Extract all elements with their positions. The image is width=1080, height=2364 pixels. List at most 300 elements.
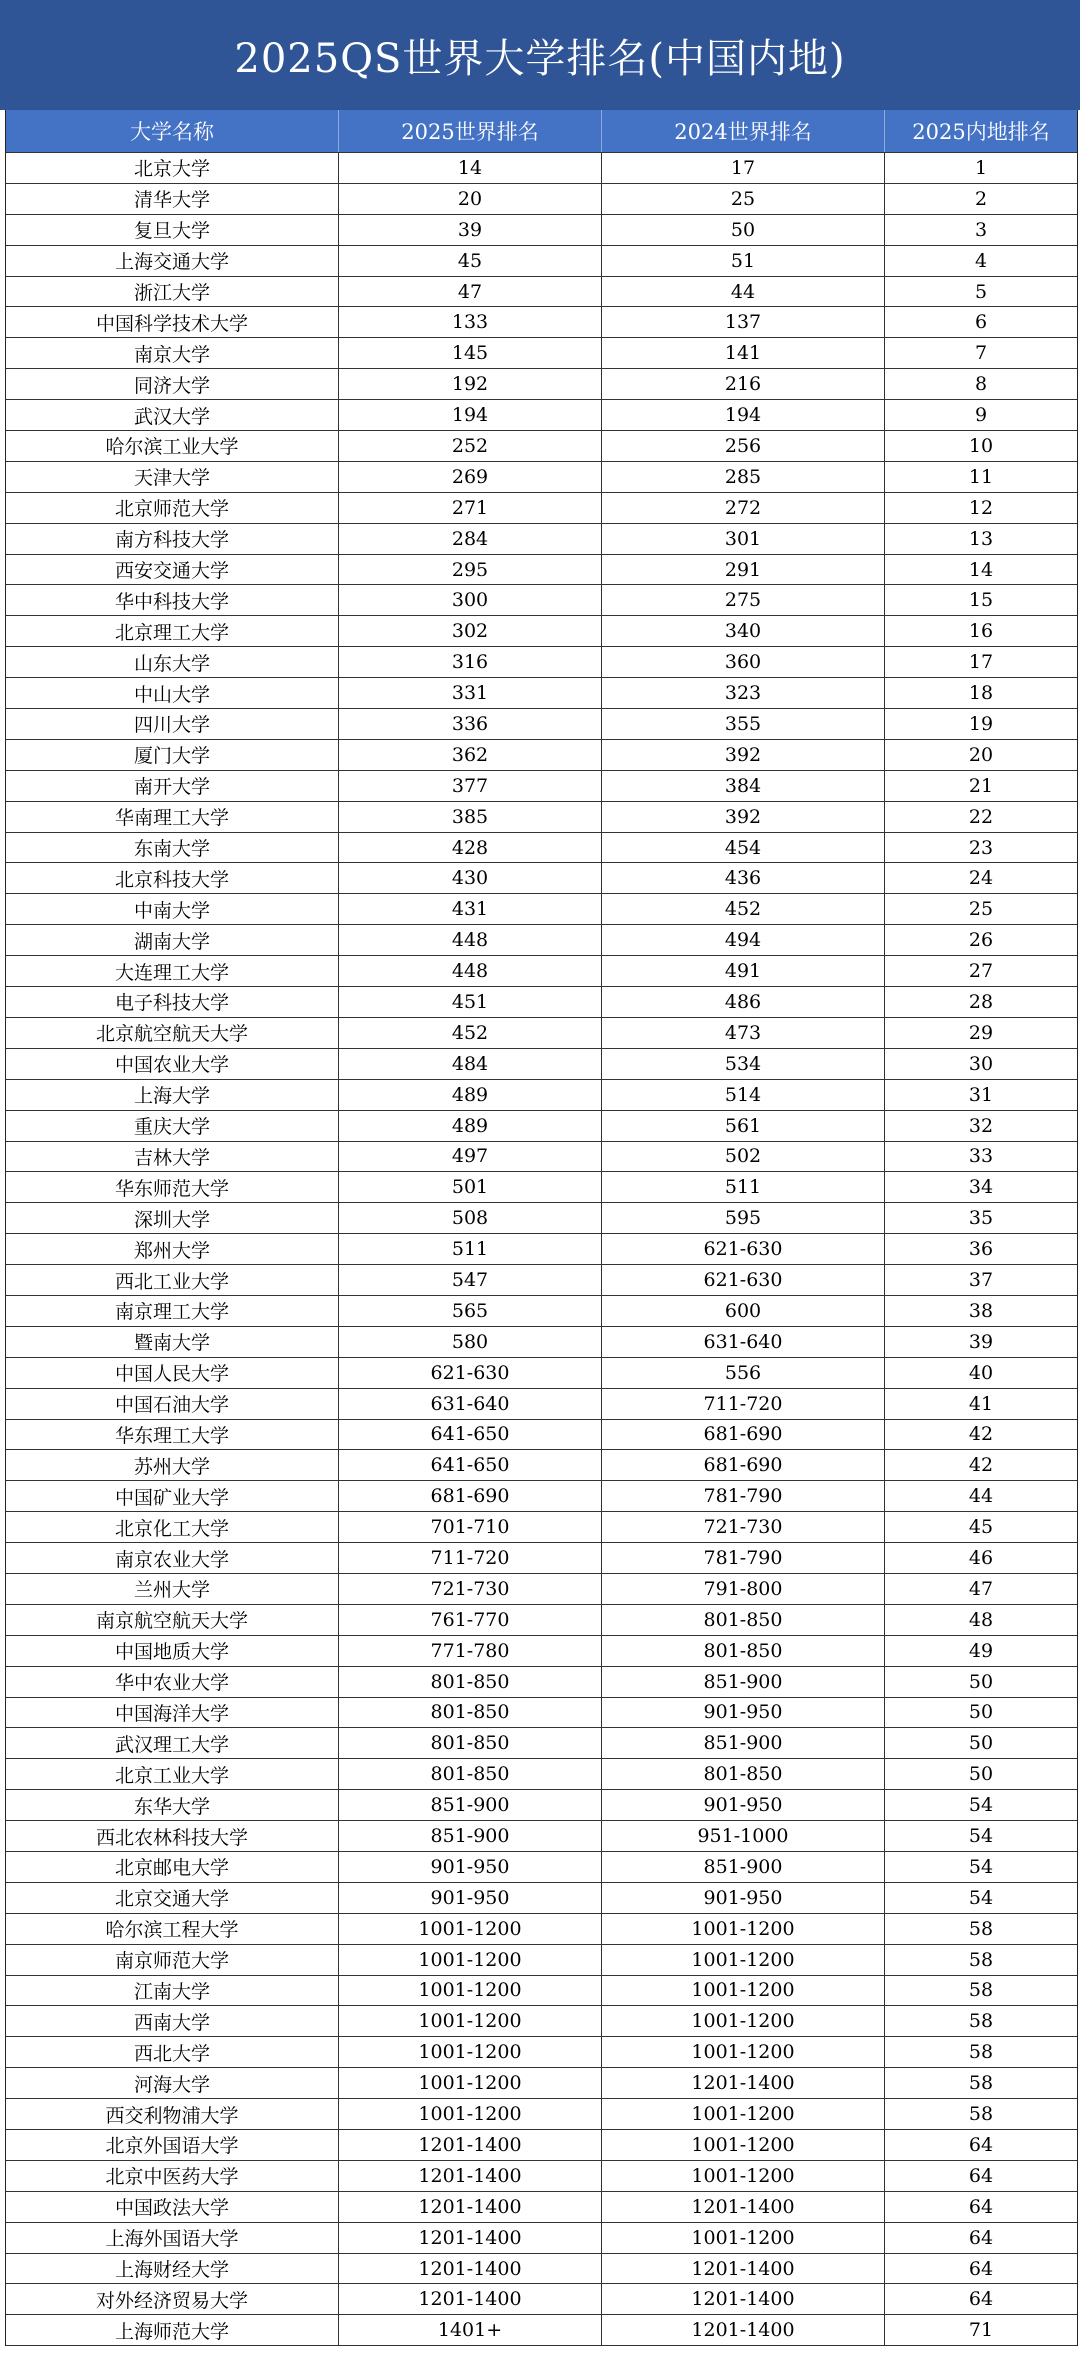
cell-2025-world-rank: 547 (339, 1265, 602, 1295)
cell-2025-mainland-rank: 50 (968, 1701, 994, 1724)
cell-2025-world-rank: 701-710 (339, 1512, 602, 1542)
cell-2025-world-rank: 1201-1400 (339, 2161, 602, 2191)
cell-2025-mainland-rank: 6 (974, 311, 988, 334)
cell-2025-mainland-rank: 26 (968, 929, 994, 952)
cell-2025-mainland-rank: 18 (968, 682, 994, 705)
cell-2025-mainland-rank: 64 (968, 2257, 994, 2280)
cell-2025-world-rank: 316 (339, 647, 602, 677)
cell-2025-world-rank: 501 (339, 1172, 602, 1202)
cell-2025-world-rank: 20 (339, 184, 602, 214)
table-row (6, 1172, 1077, 1203)
cell-2025-world-rank: 721-730 (339, 1574, 602, 1604)
cell-university-name: 清华大学 (6, 184, 339, 214)
cell-2024-world-rank: 621-630 (602, 1234, 885, 1264)
table-row (6, 2099, 1077, 2130)
cell-university-name: 天津大学 (6, 462, 339, 492)
cell-university-name: 上海财经大学 (6, 2254, 339, 2284)
cell-2025-mainland-rank: 58 (968, 2010, 994, 2033)
table-row (6, 1512, 1077, 1543)
cell-2025-mainland-rank: 58 (968, 1917, 994, 1940)
cell-university-name: 大连理工大学 (6, 956, 339, 986)
table-row (6, 1543, 1077, 1574)
cell-2025-mainland-rank: 64 (968, 2195, 994, 2218)
cell-2025-world-rank: 801-850 (339, 1667, 602, 1697)
cell-2025-world-rank: 901-950 (339, 1883, 602, 1913)
cell-2025-world-rank: 1001-1200 (339, 1914, 602, 1944)
table-row (6, 1636, 1077, 1667)
cell-university-name: 南京师范大学 (6, 1945, 339, 1975)
cell-university-name: 东南大学 (6, 833, 339, 863)
cell-2025-world-rank: 508 (339, 1203, 602, 1233)
table-row (6, 1667, 1077, 1698)
cell-2025-mainland-rank: 16 (968, 620, 994, 643)
cell-2025-world-rank: 269 (339, 462, 602, 492)
table-row (6, 1605, 1077, 1636)
cell-university-name: 西北大学 (6, 2037, 339, 2067)
cell-2024-world-rank: 216 (602, 369, 885, 399)
table-row (6, 1327, 1077, 1358)
cell-2024-world-rank: 491 (602, 956, 885, 986)
cell-2025-mainland-rank: 8 (974, 373, 988, 396)
cell-university-name: 北京航空航天大学 (6, 1018, 339, 1048)
cell-2025-world-rank: 192 (339, 369, 602, 399)
cell-2025-mainland-rank: 22 (968, 805, 994, 828)
table-row (6, 2161, 1077, 2192)
cell-2025-world-rank: 1201-1400 (339, 2254, 602, 2284)
table-row (6, 2315, 1077, 2346)
table-row (6, 1790, 1077, 1821)
cell-2024-world-rank: 291 (602, 555, 885, 585)
table-row (6, 740, 1077, 771)
table-row (6, 2037, 1077, 2068)
cell-2025-world-rank: 1201-1400 (339, 2130, 602, 2160)
cell-2025-mainland-rank: 39 (968, 1330, 994, 1353)
cell-university-name: 武汉大学 (6, 400, 339, 430)
cell-2024-world-rank: 50 (602, 215, 885, 245)
cell-university-name: 北京中医药大学 (6, 2161, 339, 2191)
cell-2024-world-rank: 681-690 (602, 1450, 885, 1480)
cell-2025-world-rank: 1401+ (339, 2315, 602, 2345)
cell-2025-world-rank: 1001-1200 (339, 2068, 602, 2098)
cell-2025-mainland-rank: 54 (968, 1794, 994, 1817)
cell-2025-world-rank: 300 (339, 585, 602, 615)
cell-2025-mainland-rank: 5 (974, 280, 988, 303)
cell-2025-mainland-rank: 58 (968, 2103, 994, 2126)
cell-2024-world-rank: 781-790 (602, 1543, 885, 1573)
cell-2025-world-rank: 45 (339, 246, 602, 276)
table-row (6, 1883, 1077, 1914)
cell-2024-world-rank: 851-900 (602, 1852, 885, 1882)
cell-university-name: 南方科技大学 (6, 524, 339, 554)
page-title: 2025QS世界大学排名(中国内地) (234, 35, 846, 82)
cell-university-name: 中国人民大学 (6, 1358, 339, 1388)
table-row (6, 2068, 1077, 2099)
table-row (6, 1821, 1077, 1852)
cell-2025-mainland-rank: 27 (968, 960, 994, 983)
table-row (6, 1698, 1077, 1729)
header-university-name: 大学名称 (6, 110, 339, 152)
cell-university-name: 西交利物浦大学 (6, 2099, 339, 2129)
cell-2025-mainland-rank: 45 (968, 1516, 994, 1539)
cell-2024-world-rank: 1201-1400 (602, 2192, 885, 2222)
cell-2025-mainland-rank: 25 (968, 898, 994, 921)
header-2025-mainland-rank: 2025内地排名 (912, 120, 1050, 144)
cell-university-name: 郑州大学 (6, 1234, 339, 1264)
cell-2025-world-rank: 431 (339, 894, 602, 924)
cell-2025-mainland-rank: 11 (968, 465, 994, 488)
cell-university-name: 中国海洋大学 (6, 1698, 339, 1728)
table-row (6, 1420, 1077, 1451)
cell-university-name: 重庆大学 (6, 1111, 339, 1141)
cell-2025-world-rank: 331 (339, 678, 602, 708)
cell-2025-mainland-rank: 1 (974, 156, 988, 179)
cell-2025-world-rank: 489 (339, 1080, 602, 1110)
table-row (6, 647, 1077, 678)
cell-2024-world-rank: 360 (602, 647, 885, 677)
cell-university-name: 同济大学 (6, 369, 339, 399)
table-row (6, 2223, 1077, 2254)
cell-university-name: 中国地质大学 (6, 1636, 339, 1666)
cell-university-name: 河海大学 (6, 2068, 339, 2098)
cell-2025-mainland-rank: 37 (968, 1269, 994, 1291)
table-row (6, 1080, 1077, 1111)
cell-university-name: 中南大学 (6, 894, 339, 924)
cell-university-name: 南京农业大学 (6, 1543, 339, 1573)
cell-2025-world-rank: 271 (339, 493, 602, 523)
cell-2024-world-rank: 17 (602, 153, 885, 183)
cell-2025-mainland-rank: 30 (968, 1052, 994, 1075)
cell-2024-world-rank: 275 (602, 585, 885, 615)
cell-university-name: 上海交通大学 (6, 246, 339, 276)
table-row (6, 1759, 1077, 1790)
cell-2025-mainland-rank: 50 (968, 1670, 994, 1693)
table-row (6, 2130, 1077, 2161)
cell-2024-world-rank: 534 (602, 1049, 885, 1079)
cell-2025-mainland-rank: 64 (968, 2288, 994, 2311)
cell-2024-world-rank: 801-850 (602, 1636, 885, 1666)
cell-2024-world-rank: 1001-1200 (602, 2130, 885, 2160)
cell-2025-mainland-rank: 64 (968, 2164, 994, 2187)
table-row (6, 307, 1077, 338)
cell-2025-world-rank: 430 (339, 863, 602, 893)
cell-2024-world-rank: 631-640 (602, 1327, 885, 1357)
table-row (6, 338, 1077, 369)
cell-2024-world-rank: 801-850 (602, 1605, 885, 1635)
cell-2024-world-rank: 1201-1400 (602, 2068, 885, 2098)
cell-2025-mainland-rank: 58 (968, 2041, 994, 2064)
table-row (6, 616, 1077, 647)
cell-2025-world-rank: 284 (339, 524, 602, 554)
cell-2025-mainland-rank: 54 (968, 1825, 994, 1848)
table-row (6, 1914, 1077, 1945)
table-row (6, 1945, 1077, 1976)
title-bar (0, 0, 1080, 110)
cell-2024-world-rank: 711-720 (602, 1389, 885, 1419)
table-row (6, 771, 1077, 802)
cell-university-name: 西北农林科技大学 (6, 1821, 339, 1851)
cell-2024-world-rank: 44 (602, 277, 885, 307)
cell-2025-world-rank: 801-850 (339, 1698, 602, 1728)
table-row (6, 1018, 1077, 1049)
cell-2024-world-rank: 454 (602, 833, 885, 863)
table-row (6, 462, 1077, 493)
cell-university-name: 北京师范大学 (6, 493, 339, 523)
cell-2025-mainland-rank: 23 (968, 836, 994, 859)
cell-2025-world-rank: 451 (339, 987, 602, 1017)
table-row (6, 1296, 1077, 1327)
cell-2025-mainland-rank: 3 (974, 218, 988, 241)
cell-2024-world-rank: 851-900 (602, 1667, 885, 1697)
cell-2025-world-rank: 194 (339, 400, 602, 430)
cell-university-name: 四川大学 (6, 709, 339, 739)
cell-university-name: 南开大学 (6, 771, 339, 801)
cell-2025-mainland-rank: 54 (968, 1855, 994, 1878)
cell-university-name: 苏州大学 (6, 1450, 339, 1480)
cell-2024-world-rank: 355 (602, 709, 885, 739)
cell-2025-world-rank: 1001-1200 (339, 2099, 602, 2129)
table-row (6, 1358, 1077, 1389)
cell-2025-world-rank: 631-640 (339, 1389, 602, 1419)
cell-2025-world-rank: 851-900 (339, 1790, 602, 1820)
cell-2025-mainland-rank: 9 (974, 404, 988, 427)
cell-university-name: 北京外国语大学 (6, 2130, 339, 2160)
cell-2025-world-rank: 448 (339, 956, 602, 986)
table-row (6, 863, 1077, 894)
cell-university-name: 北京交通大学 (6, 1883, 339, 1913)
table-row (6, 833, 1077, 864)
cell-2024-world-rank: 323 (602, 678, 885, 708)
cell-2024-world-rank: 801-850 (602, 1759, 885, 1789)
cell-2025-mainland-rank: 44 (968, 1485, 994, 1508)
table-row (6, 1389, 1077, 1420)
cell-university-name: 南京理工大学 (6, 1296, 339, 1326)
table-row (6, 277, 1077, 308)
cell-2025-world-rank: 336 (339, 709, 602, 739)
cell-2024-world-rank: 556 (602, 1358, 885, 1388)
cell-2025-mainland-rank: 15 (968, 589, 994, 612)
cell-university-name: 哈尔滨工程大学 (6, 1914, 339, 1944)
cell-2024-world-rank: 256 (602, 431, 885, 461)
cell-2024-world-rank: 301 (602, 524, 885, 554)
cell-2025-world-rank: 145 (339, 338, 602, 368)
cell-2025-mainland-rank: 32 (968, 1114, 994, 1137)
cell-2025-mainland-rank: 20 (968, 743, 994, 766)
cell-2025-world-rank: 1001-1200 (339, 2006, 602, 2036)
cell-2024-world-rank: 901-950 (602, 1698, 885, 1728)
cell-university-name: 华南理工大学 (6, 802, 339, 832)
cell-2025-world-rank: 385 (339, 802, 602, 832)
cell-2025-world-rank: 801-850 (339, 1728, 602, 1758)
cell-2025-world-rank: 801-850 (339, 1759, 602, 1789)
cell-2024-world-rank: 285 (602, 462, 885, 492)
cell-2025-mainland-rank: 64 (968, 2226, 994, 2249)
cell-2025-world-rank: 1001-1200 (339, 2037, 602, 2067)
cell-2024-world-rank: 851-900 (602, 1728, 885, 1758)
table-row (6, 1265, 1077, 1296)
table-row (6, 246, 1077, 277)
cell-university-name: 西南大学 (6, 2006, 339, 2036)
cell-2025-world-rank: 1201-1400 (339, 2284, 602, 2314)
cell-university-name: 湖南大学 (6, 925, 339, 955)
cell-2025-mainland-rank: 10 (968, 434, 994, 457)
cell-2024-world-rank: 595 (602, 1203, 885, 1233)
cell-university-name: 暨南大学 (6, 1327, 339, 1357)
cell-university-name: 浙江大学 (6, 277, 339, 307)
cell-2025-mainland-rank: 21 (968, 774, 994, 797)
cell-2024-world-rank: 340 (602, 616, 885, 646)
cell-university-name: 复旦大学 (6, 215, 339, 245)
table-row (6, 987, 1077, 1018)
cell-2025-mainland-rank: 14 (968, 558, 994, 581)
cell-2025-world-rank: 1001-1200 (339, 1945, 602, 1975)
table-row (6, 956, 1077, 987)
cell-2025-mainland-rank: 35 (968, 1207, 994, 1230)
table-row (6, 493, 1077, 524)
cell-2025-mainland-rank: 58 (968, 1979, 994, 2002)
cell-2025-mainland-rank: 49 (968, 1639, 994, 1662)
cell-university-name: 西安交通大学 (6, 555, 339, 585)
cell-university-name: 深圳大学 (6, 1203, 339, 1233)
cell-2024-world-rank: 384 (602, 771, 885, 801)
cell-university-name: 北京工业大学 (6, 1759, 339, 1789)
cell-2024-world-rank: 1201-1400 (602, 2284, 885, 2314)
cell-university-name: 上海师范大学 (6, 2315, 339, 2345)
cell-university-name: 上海外国语大学 (6, 2223, 339, 2253)
cell-2024-world-rank: 791-800 (602, 1574, 885, 1604)
cell-2025-mainland-rank: 54 (968, 1886, 994, 1909)
table-row (6, 1142, 1077, 1173)
cell-university-name: 武汉理工大学 (6, 1728, 339, 1758)
cell-2024-world-rank: 514 (602, 1080, 885, 1110)
cell-2025-world-rank: 484 (339, 1049, 602, 1079)
cell-2025-mainland-rank: 13 (968, 527, 994, 550)
cell-2024-world-rank: 561 (602, 1111, 885, 1141)
cell-2024-world-rank: 901-950 (602, 1790, 885, 1820)
cell-2025-mainland-rank: 40 (968, 1361, 994, 1384)
cell-university-name: 哈尔滨工业大学 (6, 431, 339, 461)
table-row (6, 1203, 1077, 1234)
cell-2025-world-rank: 362 (339, 740, 602, 770)
header-2025-world-rank: 2025世界排名 (339, 110, 602, 152)
cell-2025-world-rank: 761-770 (339, 1605, 602, 1635)
cell-2025-world-rank: 295 (339, 555, 602, 585)
cell-2025-world-rank: 1201-1400 (339, 2192, 602, 2222)
cell-2025-world-rank: 428 (339, 833, 602, 863)
cell-2024-world-rank: 1001-1200 (602, 2223, 885, 2253)
table-row (6, 709, 1077, 740)
cell-university-name: 东华大学 (6, 1790, 339, 1820)
cell-2025-world-rank: 1201-1400 (339, 2223, 602, 2253)
table-row (6, 184, 1077, 215)
cell-2025-mainland-rank: 24 (968, 867, 994, 890)
cell-2024-world-rank: 473 (602, 1018, 885, 1048)
table-row (6, 1450, 1077, 1481)
table-row (6, 431, 1077, 462)
cell-2024-world-rank: 600 (602, 1296, 885, 1326)
cell-university-name: 北京邮电大学 (6, 1852, 339, 1882)
cell-university-name: 华中农业大学 (6, 1667, 339, 1697)
table-row (6, 925, 1077, 956)
cell-2025-world-rank: 47 (339, 277, 602, 307)
cell-2025-mainland-rank: 4 (974, 249, 988, 272)
cell-2025-mainland-rank: 19 (968, 712, 994, 735)
cell-university-name: 华东师范大学 (6, 1172, 339, 1202)
cell-2025-world-rank: 252 (339, 431, 602, 461)
cell-2025-mainland-rank: 33 (968, 1145, 994, 1168)
cell-2025-world-rank: 771-780 (339, 1636, 602, 1666)
table-row (6, 524, 1077, 555)
cell-2025-world-rank: 497 (339, 1142, 602, 1172)
cell-2024-world-rank: 1001-1200 (602, 1976, 885, 2006)
cell-2025-mainland-rank: 42 (968, 1454, 994, 1477)
cell-2025-mainland-rank: 12 (968, 496, 994, 519)
cell-2025-world-rank: 489 (339, 1111, 602, 1141)
cell-university-name: 北京理工大学 (6, 616, 339, 646)
cell-2024-world-rank: 721-730 (602, 1512, 885, 1542)
cell-2024-world-rank: 1001-1200 (602, 2099, 885, 2129)
table-row (6, 802, 1077, 833)
cell-2024-world-rank: 137 (602, 307, 885, 337)
cell-2024-world-rank: 1001-1200 (602, 2006, 885, 2036)
cell-2024-world-rank: 141 (602, 338, 885, 368)
cell-university-name: 对外经济贸易大学 (6, 2284, 339, 2314)
cell-2024-world-rank: 1001-1200 (602, 2037, 885, 2067)
cell-2025-mainland-rank: 58 (968, 1948, 994, 1971)
cell-university-name: 北京大学 (6, 153, 339, 183)
table-row (6, 555, 1077, 586)
cell-2024-world-rank: 392 (602, 740, 885, 770)
table-row (6, 894, 1077, 925)
cell-2025-world-rank: 133 (339, 307, 602, 337)
cell-university-name: 上海大学 (6, 1080, 339, 1110)
header-2024-world-rank: 2024世界排名 (602, 110, 885, 152)
table-row (6, 1049, 1077, 1080)
cell-2025-mainland-rank: 29 (968, 1021, 994, 1044)
cell-university-name: 吉林大学 (6, 1142, 339, 1172)
cell-2025-world-rank: 851-900 (339, 1821, 602, 1851)
cell-2024-world-rank: 502 (602, 1142, 885, 1172)
cell-2025-world-rank: 39 (339, 215, 602, 245)
cell-2025-mainland-rank: 38 (968, 1299, 994, 1322)
cell-university-name: 南京大学 (6, 338, 339, 368)
cell-2025-mainland-rank: 50 (968, 1732, 994, 1755)
cell-2024-world-rank: 621-630 (602, 1265, 885, 1295)
cell-2025-mainland-rank: 34 (968, 1176, 994, 1199)
table-row (6, 153, 1077, 184)
cell-2024-world-rank: 511 (602, 1172, 885, 1202)
table-header-row (6, 110, 1077, 153)
cell-2025-mainland-rank: 46 (968, 1547, 994, 1570)
cell-2024-world-rank: 1001-1200 (602, 1945, 885, 1975)
cell-2024-world-rank: 194 (602, 400, 885, 430)
cell-2025-world-rank: 641-650 (339, 1450, 602, 1480)
cell-university-name: 中国矿业大学 (6, 1481, 339, 1511)
table-row (6, 2006, 1077, 2037)
cell-university-name: 西北工业大学 (6, 1265, 339, 1295)
cell-university-name: 电子科技大学 (6, 987, 339, 1017)
table-row (6, 585, 1077, 616)
cell-2025-world-rank: 580 (339, 1327, 602, 1357)
table-row (6, 1481, 1077, 1512)
cell-2025-world-rank: 448 (339, 925, 602, 955)
cell-2024-world-rank: 494 (602, 925, 885, 955)
cell-university-name: 北京科技大学 (6, 863, 339, 893)
cell-2025-mainland-rank: 7 (974, 342, 988, 365)
ranking-table (5, 110, 1078, 2346)
cell-2025-world-rank: 377 (339, 771, 602, 801)
cell-2024-world-rank: 486 (602, 987, 885, 1017)
cell-university-name: 厦门大学 (6, 740, 339, 770)
